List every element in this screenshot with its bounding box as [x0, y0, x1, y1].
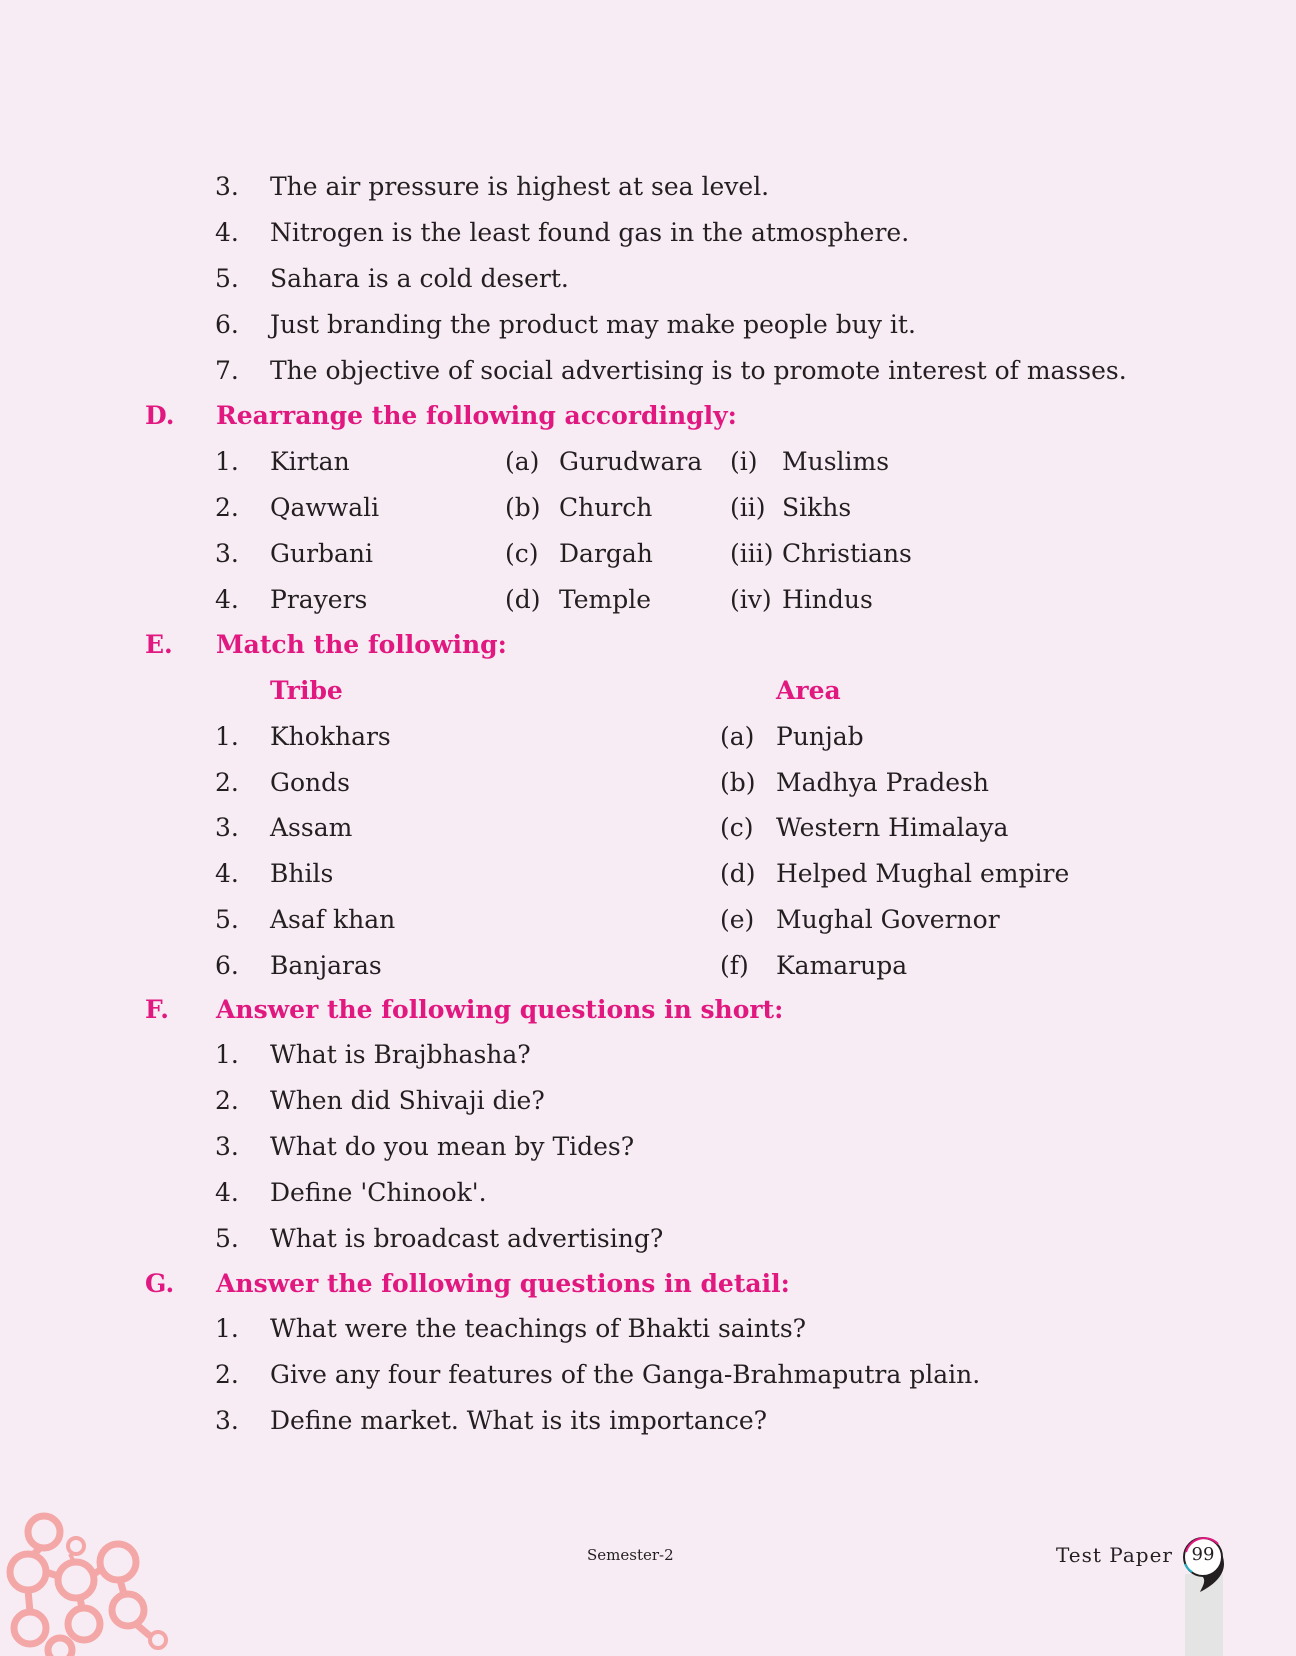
- tribe-text: Banjaras: [270, 951, 382, 980]
- item-text: Qawwali: [270, 493, 380, 522]
- area-text: Punjab: [776, 722, 864, 751]
- option-letter: (c): [720, 813, 754, 842]
- option-letter: (d): [720, 859, 756, 888]
- footer-semester: Semester-2: [587, 1546, 674, 1564]
- item-text: Define 'Chinook'.: [270, 1178, 487, 1207]
- column-header-tribe: Tribe: [270, 676, 343, 705]
- item-text: Nitrogen is the least found gas in the atmosphere.: [270, 218, 910, 247]
- option-text: Muslims: [782, 447, 890, 476]
- item-text: Give any four features of the Ganga-Brahmaputra plain.: [270, 1360, 981, 1389]
- option-letter: (d): [505, 585, 541, 614]
- item-number: 5.: [215, 905, 239, 934]
- section-letter: G.: [145, 1269, 175, 1298]
- footer-test-paper-label: Test Paper: [1056, 1543, 1173, 1567]
- section-title: Answer the following questions in short:: [216, 995, 784, 1024]
- tribe-text: Asaf khan: [270, 905, 396, 934]
- item-number: 3.: [215, 813, 239, 842]
- tribe-text: Assam: [270, 813, 353, 842]
- item-text: When did Shivaji die?: [270, 1086, 545, 1115]
- option-letter: (b): [720, 768, 756, 797]
- section-letter: F.: [145, 995, 169, 1024]
- option-text: Hindus: [782, 585, 873, 614]
- area-text: Helped Mughal empire: [776, 859, 1070, 888]
- item-text: Gurbani: [270, 539, 374, 568]
- molecule-decoration: [0, 1500, 190, 1656]
- item-number: 5.: [215, 264, 239, 293]
- item-number: 6.: [215, 951, 239, 980]
- item-text: What is Brajbhasha?: [270, 1040, 531, 1069]
- item-text: What do you mean by Tides?: [270, 1132, 635, 1161]
- option-roman: (i): [730, 447, 758, 476]
- item-text: What were the teachings of Bhakti saints?: [270, 1314, 807, 1343]
- area-text: Madhya Pradesh: [776, 768, 989, 797]
- option-roman: (iv): [730, 585, 772, 614]
- item-text: What is broadcast advertising?: [270, 1224, 664, 1253]
- option-letter: (a): [720, 722, 755, 751]
- item-number: 2.: [215, 1360, 239, 1389]
- option-letter: (a): [505, 447, 540, 476]
- item-text: Just branding the product may make people buy it.: [270, 310, 916, 339]
- tribe-text: Gonds: [270, 768, 350, 797]
- item-number: 1.: [215, 1040, 239, 1069]
- area-text: Mughal Governor: [776, 905, 1000, 934]
- tribe-text: Khokhars: [270, 722, 391, 751]
- section-title: Match the following:: [216, 630, 507, 659]
- option-letter: (f): [720, 951, 749, 980]
- item-number: 1.: [215, 1314, 239, 1343]
- item-number: 1.: [215, 447, 239, 476]
- section-title: Rearrange the following accordingly:: [216, 401, 737, 430]
- item-text: Kirtan: [270, 447, 350, 476]
- item-number: 6.: [215, 310, 239, 339]
- section-title: Answer the following questions in detail:: [216, 1269, 790, 1298]
- item-number: 1.: [215, 722, 239, 751]
- option-text: Dargah: [559, 539, 653, 568]
- item-text: Sahara is a cold desert.: [270, 264, 569, 293]
- item-number: 5.: [215, 1224, 239, 1253]
- item-number: 3.: [215, 172, 239, 201]
- option-letter: (e): [720, 905, 755, 934]
- item-number: 7.: [215, 356, 239, 385]
- option-text: Sikhs: [782, 493, 852, 522]
- item-text: The objective of social advertising is to promote interest of masses.: [270, 356, 1127, 385]
- option-text: Christians: [782, 539, 912, 568]
- option-letter: (b): [505, 493, 541, 522]
- item-number: 3.: [215, 1132, 239, 1161]
- column-header-area: Area: [776, 676, 841, 705]
- item-text: Prayers: [270, 585, 368, 614]
- option-text: Church: [559, 493, 653, 522]
- item-number: 4.: [215, 585, 239, 614]
- section-letter: D.: [145, 401, 175, 430]
- option-letter: (c): [505, 539, 539, 568]
- option-text: Gurudwara: [559, 447, 703, 476]
- tribe-text: Bhils: [270, 859, 334, 888]
- item-number: 4.: [215, 218, 239, 247]
- section-letter: E.: [145, 630, 173, 659]
- option-roman: (ii): [730, 493, 766, 522]
- item-number: 4.: [215, 1178, 239, 1207]
- option-roman: (iii): [730, 539, 774, 568]
- item-number: 2.: [215, 493, 239, 522]
- item-number: 2.: [215, 768, 239, 797]
- page-number: 99: [1191, 1544, 1215, 1565]
- option-text: Temple: [559, 585, 652, 614]
- area-text: Kamarupa: [776, 951, 908, 980]
- area-text: Western Himalaya: [776, 813, 1009, 842]
- item-text: Define market. What is its importance?: [270, 1406, 768, 1435]
- item-number: 3.: [215, 539, 239, 568]
- item-number: 2.: [215, 1086, 239, 1115]
- item-text: The air pressure is highest at sea level.: [270, 172, 770, 201]
- item-number: 3.: [215, 1406, 239, 1435]
- item-number: 4.: [215, 859, 239, 888]
